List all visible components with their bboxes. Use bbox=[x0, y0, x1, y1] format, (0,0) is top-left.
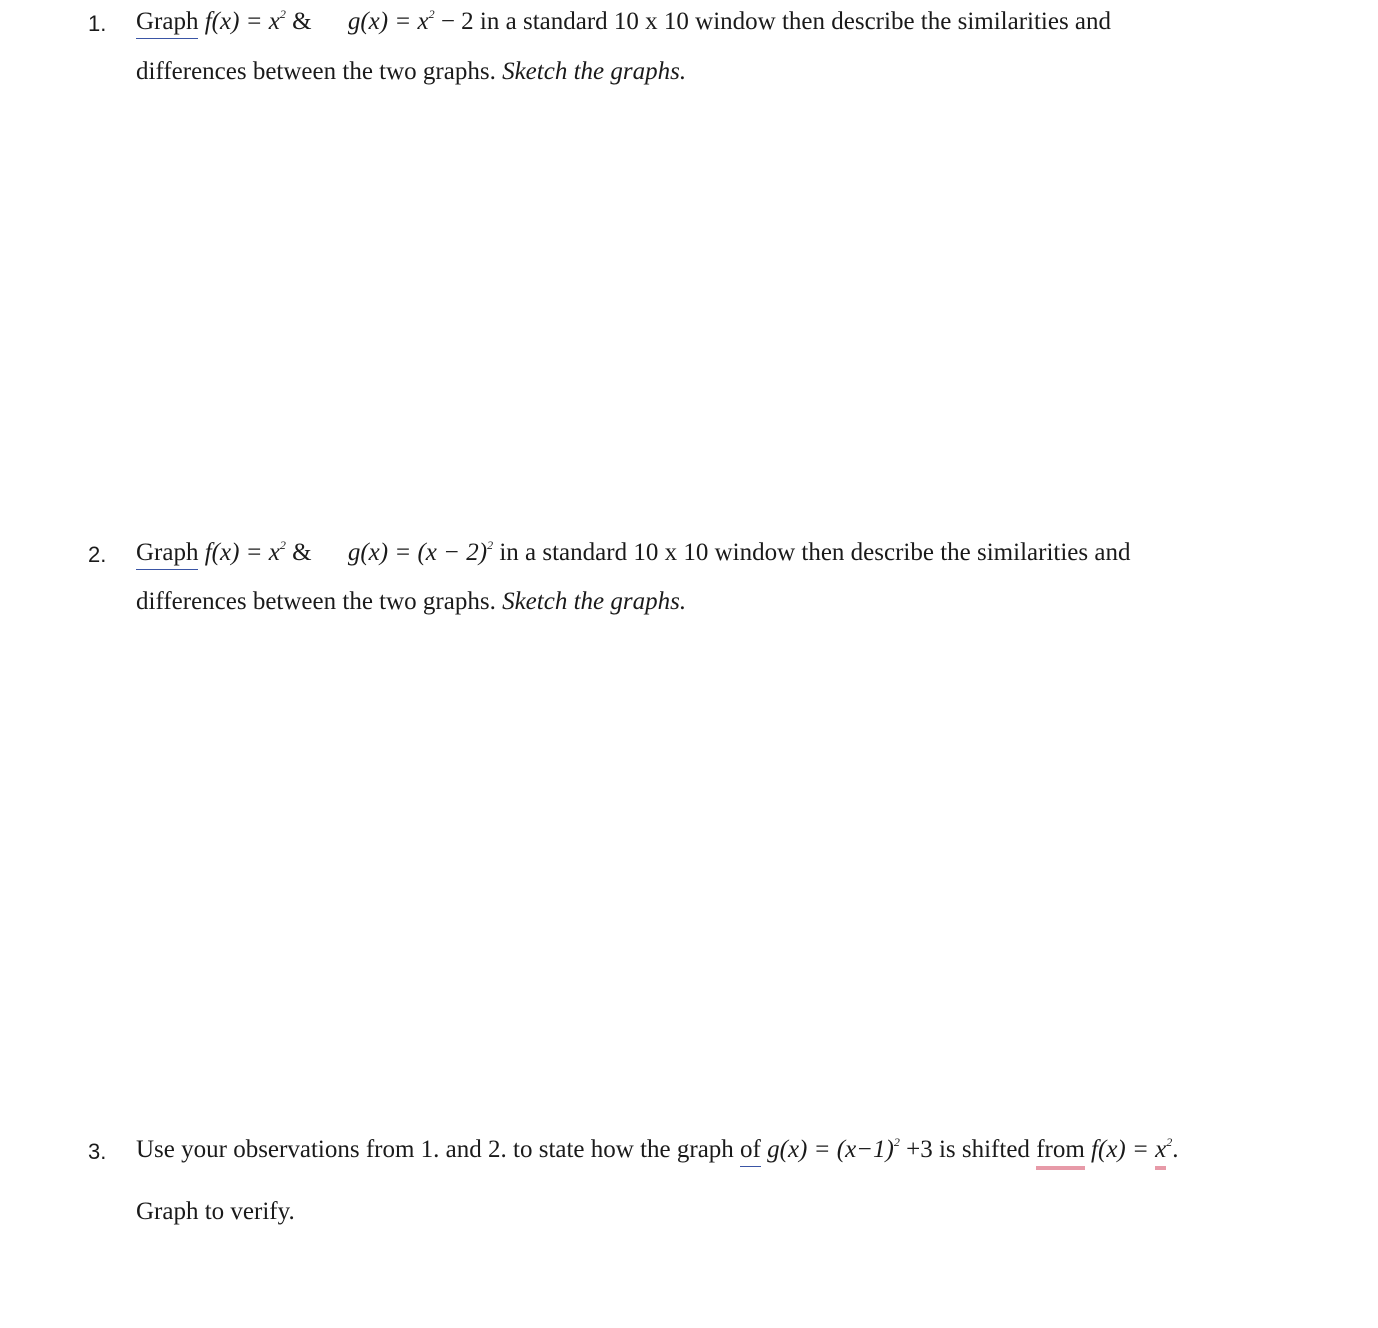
problem-2-line-1 bbox=[136, 538, 1130, 568]
problem-3-line-1 bbox=[136, 1135, 1178, 1165]
f-function: $f(x) = x^2$ bbox=[204, 538, 286, 566]
graph-word: Graph bbox=[136, 539, 199, 566]
problem-2-line-2 bbox=[136, 587, 686, 617]
ampersand: & bbox=[292, 8, 312, 35]
g-function: $g(x) = x^2$ bbox=[347, 7, 435, 35]
problem-text: − 2 in a standard 10 x 10 window then describe the similarities and bbox=[440, 8, 1112, 35]
period: . bbox=[1172, 1136, 1179, 1163]
problem-text: Graph to verify. bbox=[136, 1198, 295, 1225]
problem-1-line-1 bbox=[136, 7, 1111, 37]
problem-text: Use your observations from 1. and 2. to state how the graph bbox=[136, 1136, 734, 1163]
problem-number: 3. bbox=[88, 1139, 107, 1164]
ampersand: & bbox=[292, 539, 312, 566]
f-function: $f(x) = x^2$ bbox=[1091, 1135, 1173, 1163]
instruction-text: Sketch the graphs. bbox=[502, 588, 687, 615]
from-word: from bbox=[1036, 1136, 1085, 1163]
problem-text: +3 is shifted bbox=[906, 1136, 1030, 1163]
problem-3-line-2 bbox=[136, 1197, 295, 1227]
problem-1-line-2 bbox=[136, 57, 686, 87]
of-word: of bbox=[740, 1136, 761, 1163]
problem-number: 2. bbox=[88, 542, 107, 567]
g-function: $g(x) = (x - 2)^2$ bbox=[347, 538, 494, 566]
graph-word: Graph bbox=[136, 8, 199, 35]
problem-text: in a standard 10 x 10 window then describe the similarities and bbox=[499, 539, 1131, 566]
problem-text: differences between the two graphs. bbox=[136, 58, 496, 85]
g-function: $g(x) = (x-1)^2$ bbox=[767, 1135, 900, 1163]
problem-text: differences between the two graphs. bbox=[136, 588, 496, 615]
f-function: $f(x) = x^2$ bbox=[204, 7, 286, 35]
instruction-text: Sketch the graphs. bbox=[502, 58, 687, 85]
problem-number: 1. bbox=[88, 11, 107, 36]
